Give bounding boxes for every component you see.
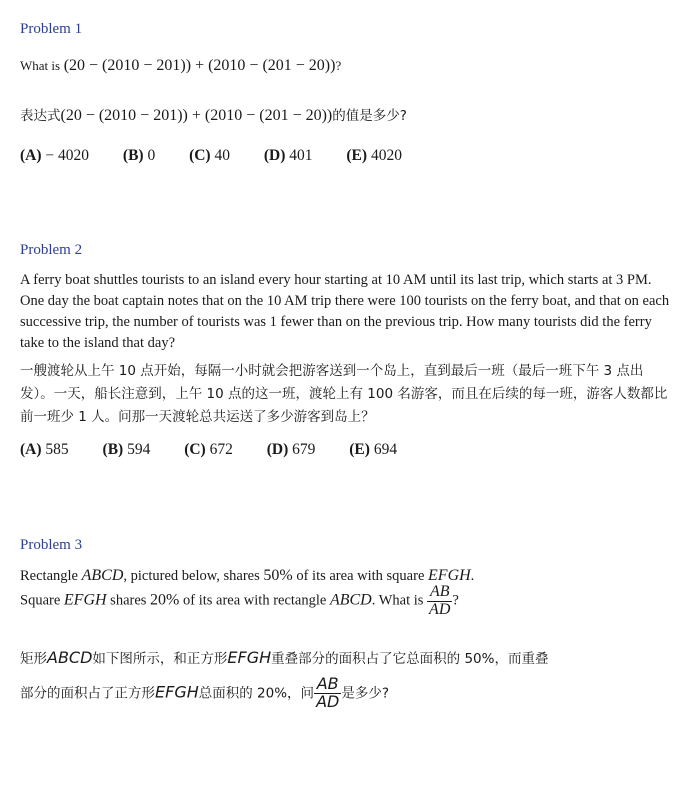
math-efgh: EFGH xyxy=(428,567,471,584)
fraction-ab-ad-cn: $\frac{AB}{AD}$ xyxy=(316,674,340,711)
problem-2-question-cn: 一艘渡轮从上午 10 点开始，每隔一小时就会把游客送到一个岛上，直到最后一班（最后一班下午 3 点出发）。一天，船长注意到，上午 10 点的这一班，渡轮上有 100 名游客，而且在后续的每一班，游客人数都比前一班少 1 人。问那一天渡轮总共运送了多少游客到岛上？ xyxy=(20,363,668,425)
choice-e[interactable]: (E) 4020 xyxy=(346,147,402,164)
problem-1-question-en xyxy=(20,54,670,78)
problem-3-line-2-en: Square EFGH shares 20% of its area with rectangle ABCD. What is $\frac{AB}{AD}$ ? xyxy=(20,583,459,618)
question-prefix-cn: 表达式 xyxy=(20,108,61,124)
problem-2-choices xyxy=(20,438,427,461)
problem-3-heading: Problem 3 xyxy=(20,537,83,553)
math-efgh: EFGH xyxy=(227,648,272,667)
choice-a[interactable]: (A) 585 xyxy=(20,441,69,458)
question-prefix: What is xyxy=(20,58,61,73)
choice-e[interactable]: (E) 694 xyxy=(349,441,398,458)
fraction-ab-ad: $\frac{AB}{AD}$ xyxy=(429,583,451,618)
problem-3-line-2-cn: 部分的面积占了正方形EFGH总面积的 20%，问 $\frac{AB}{AD}$ 是多少? xyxy=(20,674,389,711)
math-abcd: ABCD xyxy=(81,567,124,584)
choice-d[interactable]: (D) 401 xyxy=(263,147,313,164)
math-abcd: ABCD xyxy=(47,648,93,667)
choice-a[interactable]: (A) − 4020 xyxy=(20,147,90,164)
percent-20: 20% xyxy=(150,591,180,609)
percent-50: 50% xyxy=(263,567,293,584)
choice-d[interactable]: (D) 679 xyxy=(266,441,316,458)
choice-b[interactable]: (B) 0 xyxy=(122,147,156,164)
math-efgh: EFGH xyxy=(155,682,199,702)
problem-2-heading: Problem 2 xyxy=(20,242,83,258)
choice-c[interactable]: (C) 672 xyxy=(184,441,233,458)
problem-3-line-1-en: Rectangle ABCD, pictured below, shares 50% of its area with square EFGH. xyxy=(20,567,475,584)
expression-cn: (20 − (2010 − 201)) + (2010 − (201 − 20)) xyxy=(60,107,333,124)
problem-1-question-cn xyxy=(20,104,670,128)
problem-1-heading: Problem 1 xyxy=(20,21,83,37)
question-suffix: ? xyxy=(335,58,342,73)
problem-2-question-en: A ferry boat shuttles tourists to an island every hour starting at 10 AM until its last trip, which starts at 3 PM. One day the boat captain notes that on the 10 AM trip there were 100 tourists on the ferry boat, and that on each successive trip, the number of tourists was 1 fewer than on the previous trip. How many tourists did the ferry take to the island that day? xyxy=(20,272,670,351)
problem-1-choices xyxy=(20,144,432,167)
expression: (20 − (2010 − 201)) + (2010 − (201 − 20)) xyxy=(63,57,336,74)
choice-b[interactable]: (B) 594 xyxy=(102,441,151,458)
problem-3-line-1-cn: 矩形ABCD如下图所示，和正方形EFGH重叠部分的面积占了它总面积的 50%，而重叠 xyxy=(20,648,549,667)
question-suffix-cn: 的值是多少? xyxy=(332,108,407,124)
math-efgh: EFGH xyxy=(63,591,107,609)
math-abcd: ABCD xyxy=(329,591,372,609)
choice-c[interactable]: (C) 40 xyxy=(189,147,230,164)
